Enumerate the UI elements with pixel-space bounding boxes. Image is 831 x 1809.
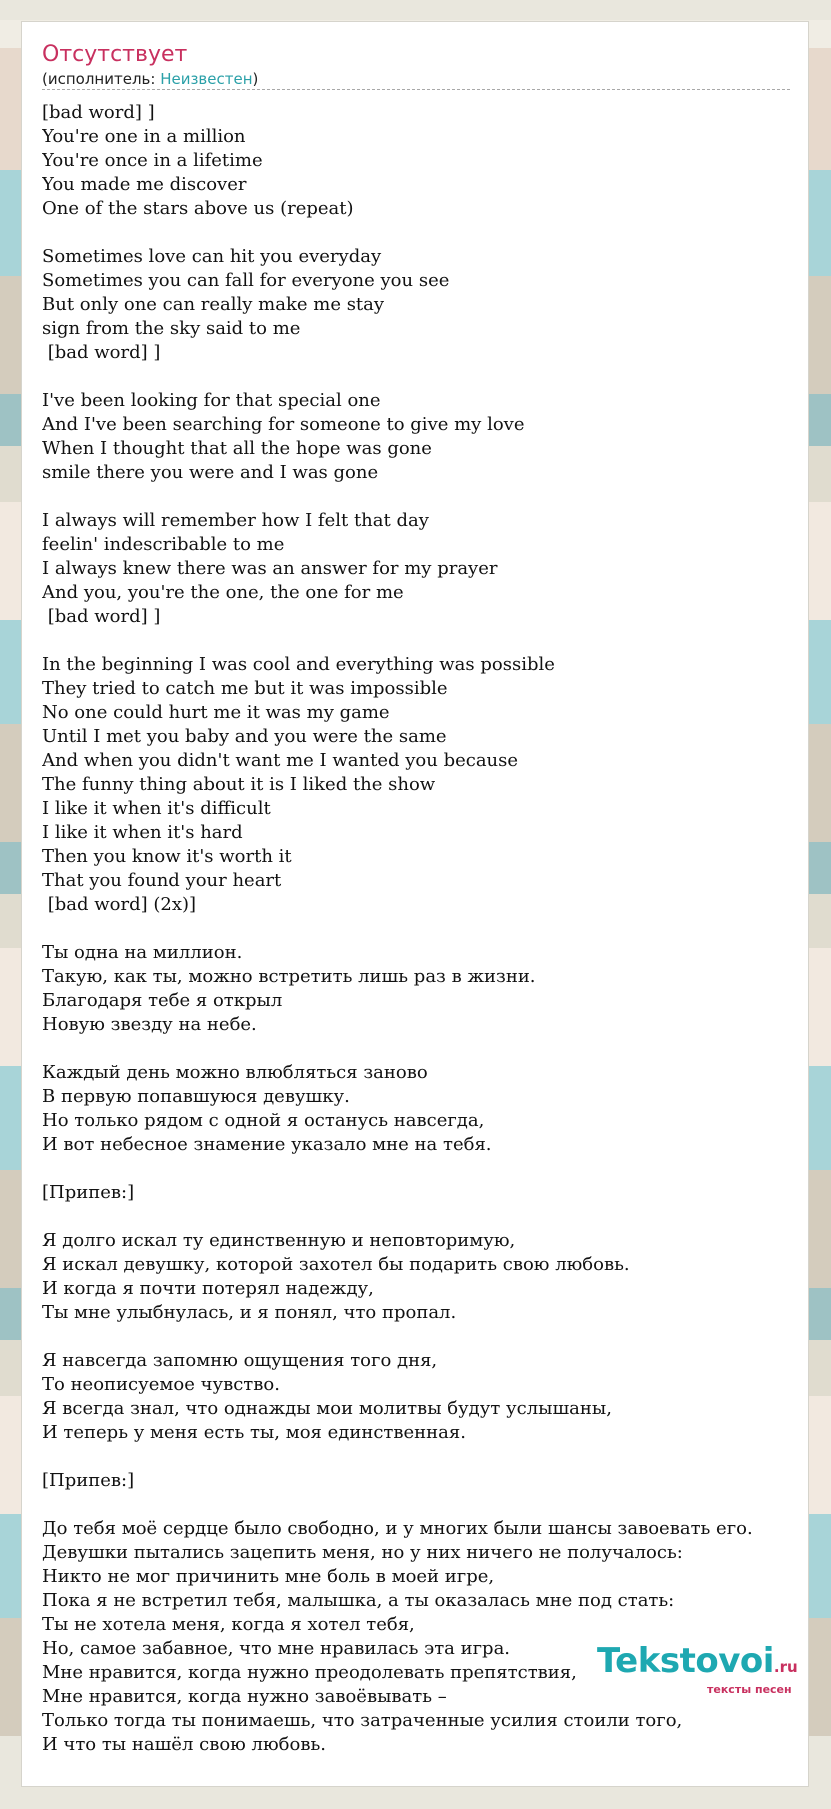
logo-tld: .ru [773, 1658, 798, 1676]
artist-link[interactable]: Неизвестен [160, 70, 253, 88]
logo-word: Tekstovoi [597, 1641, 774, 1681]
header-divider [42, 89, 790, 90]
artist-suffix: ) [252, 70, 259, 88]
lyrics-text: [bad word] ] You're one in a million You're once in a lifetime You made me discover One of the stars above us (repeat) Sometimes love can hit you everyday Sometimes you can fall for everyone you see But only one can really make me stay sign from the sky said to me [bad word] ] I've been looking for that special one And I've been searching for someone to give my love When I thought that all the hope was gone smile there you were and I was gone I always will remember how I felt that day feelin' indescribable to me I always knew there was an answer for my prayer And you, you're the one, the one for me [bad word] ] In the beginning I was cool and everything was possible They tried to catch me but it was impossible No one could hurt me it was my game Until I met you baby and you were the same And when you didn't want me I wanted you because The funny thing about it is I liked the show I like it when it's difficult I like it when it's hard Then you know it's worth it That you found your heart [bad word] (2x)] Ты одна на миллион. Такую, как ты, можно встретить лишь раз в жизни. Благодаря тебе я открыл Новую звезду на небе. Каждый день можно влюбляться заново В первую попавшуюся девушку. Но только рядом с одной я останусь навсегда, И вот небесное знамение указало мне на тебя. [Припев:] Я долго искал ту единственную и неповторимую, Я искал девушку, которой захотел бы подарить свою любовь. И когда я почти потерял надежду, Ты мне улыбнулась, и я понял, что пропал. Я навсегда запомню ощущения того дня, То неописуемое чувство. Я всегда знал, что однажды мои молитвы будут услышаны, И теперь у меня есть ты, моя единственная. [Припев:] До тебя моё сердце было свободно, и у многих были шансы завоевать его. Девушки пытались зацепить меня, но у них ничего не получалось: Никто не мог причинить мне боль в моей игре, Пока я не встретил тебя, малышка, а ты оказалась мне под стать: Ты не хотела меня, когда я хотел тебя, Но, самое забавное, что мне нравилась эта игра. Мне нравится, когда нужно преодолевать препятствия, Мне нравится, когда нужно завоёвывать – Только тогда ты понимаешь, что затраченные усилия стоили того, И что ты нашёл свою любовь. [42, 102, 753, 1755]
song-title: Отсутствует [42, 42, 188, 67]
artist-prefix: (исполнитель: [42, 70, 161, 88]
tekstovoi-logo[interactable] [597, 1641, 809, 1697]
logo-wordmark [597, 1641, 798, 1681]
lyrics-card [21, 21, 809, 1787]
artist-line [42, 70, 258, 88]
logo-tagline: тексты песен [707, 1683, 792, 1696]
